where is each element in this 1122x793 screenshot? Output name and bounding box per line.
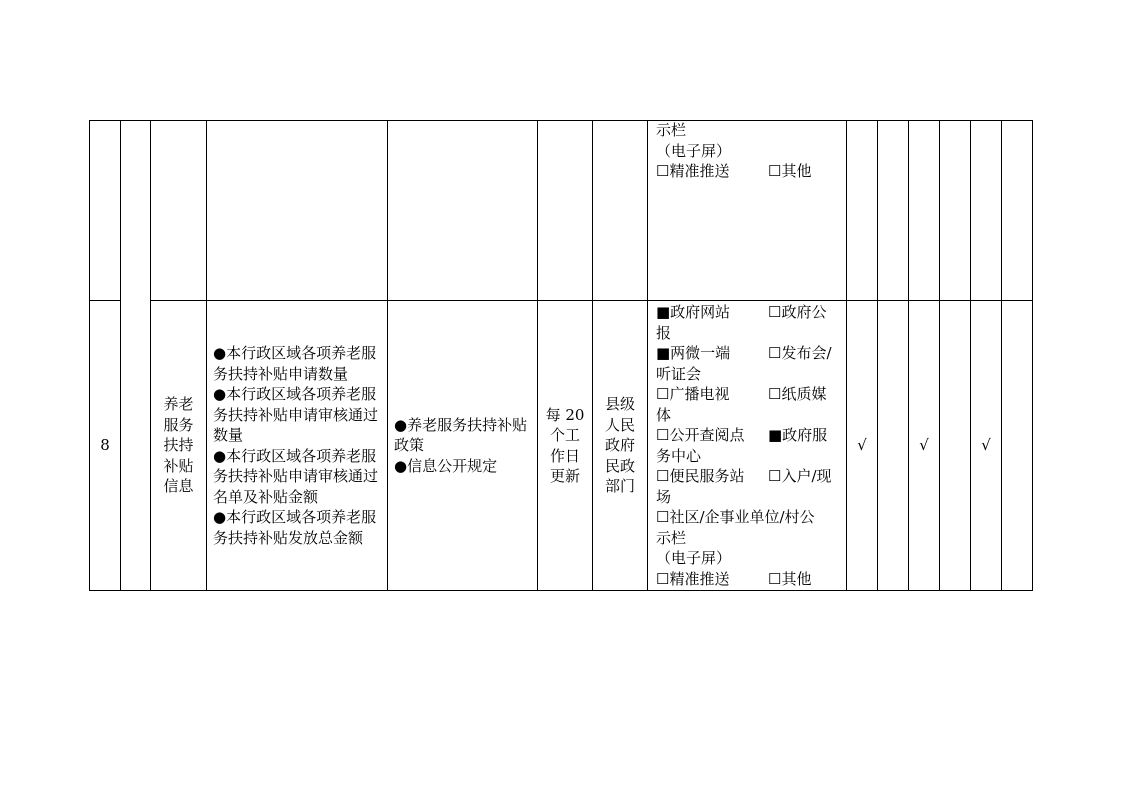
cell-content <box>207 301 388 591</box>
time-line: 个工 <box>549 426 580 444</box>
checkbox-service-station: ☐便民服务站 <box>656 467 745 485</box>
channel-option-row <box>656 569 842 590</box>
checkbox-precise-push: ☐精准推送 <box>656 162 730 180</box>
cell-channels <box>648 301 847 591</box>
mark-cell-2 <box>878 301 909 591</box>
disclosure-table <box>89 120 1033 591</box>
checkbox-precise-push: ☐精准推送 <box>656 569 730 588</box>
cell-subject-cont <box>593 121 648 301</box>
cell-number-cont <box>90 121 121 301</box>
checkbox-community-board: ☐社区/企事业单位/村公 <box>656 508 815 526</box>
mark-cell-4 <box>940 301 971 591</box>
checkbox-radio-tv: ☐广播电视 <box>656 385 730 403</box>
subject-line: 部门 <box>604 477 635 496</box>
cell-basis-cont <box>388 121 538 301</box>
checkbox-press-conference: ☐发布会/ <box>768 344 832 362</box>
cell-item-name <box>151 301 207 591</box>
cell-mark-5-cont <box>971 121 1002 301</box>
subject-line: 民政 <box>604 456 635 475</box>
checkbox-other: ☐其他 <box>768 569 812 588</box>
time-line: 更新 <box>549 467 580 485</box>
mark-cell-3: √ <box>909 301 940 591</box>
subject-line: 政府 <box>604 436 635 455</box>
table-row-continuation <box>90 121 1033 301</box>
checkbox-door-to-door: ☐入户/现 <box>768 467 832 485</box>
cell-mark-3-cont <box>909 121 940 301</box>
channel-option-row <box>656 343 842 364</box>
channel-option-row <box>656 466 842 487</box>
content-item: ●本行政区域各项养老服务扶持补贴申请数量 <box>213 344 377 383</box>
checkbox-gov-service-center: ■政府服 <box>768 426 828 444</box>
cell-number: 8 <box>90 301 121 591</box>
cell-time-cont <box>538 121 593 301</box>
content-item: ●本行政区域各项养老服务扶持补贴发放总金额 <box>213 508 377 547</box>
subject-line: 县级 <box>604 395 635 414</box>
item-name-line: 服务 <box>163 415 194 434</box>
table-row <box>90 301 1033 591</box>
checkbox-wechat-weibo-app: ■两微一端 <box>656 344 731 362</box>
basis-item: ●养老服务扶持补贴政策 <box>394 415 528 455</box>
mark-cell-1: √ <box>847 301 878 591</box>
cell-mark-1-cont <box>847 121 878 301</box>
checkbox-gov-website: ■政府网站 <box>656 303 731 321</box>
channel-option-row <box>656 302 842 323</box>
cell-channel-cont <box>648 121 847 301</box>
checkbox-other: ☐其他 <box>768 162 812 180</box>
item-name-line: 补贴 <box>163 456 194 475</box>
time-line: 每 20 <box>545 405 585 424</box>
checkbox-public-reading-point: ☐公开查阅点 <box>656 426 745 444</box>
channel-option-row <box>656 161 842 182</box>
channel-cont-text: 听证会 <box>656 364 702 383</box>
basis-item: ●信息公开规定 <box>394 456 498 475</box>
content-item: ●本行政区域各项养老服务扶持补贴申请审核通过数量 <box>213 385 379 444</box>
channel-line: （电子屏） <box>656 141 732 160</box>
mark-cell-6 <box>1002 301 1033 591</box>
cell-item-cont <box>151 121 207 301</box>
channel-cont-text: 务中心 <box>656 446 702 465</box>
item-name-line: 信息 <box>163 477 194 496</box>
cell-category-merged <box>121 121 151 591</box>
cell-mark-6-cont <box>1002 121 1033 301</box>
mark-cell-5: √ <box>971 301 1002 591</box>
cell-mark-2-cont <box>878 121 909 301</box>
cell-mark-4-cont <box>940 121 971 301</box>
channel-line: （电子屏） <box>656 549 732 567</box>
time-line: 作日 <box>549 446 580 465</box>
channel-option-row <box>656 425 842 446</box>
channel-line: 示栏 <box>656 121 687 139</box>
content-item: ●本行政区域各项养老服务扶持补贴申请审核通过名单及补贴金额 <box>213 446 379 506</box>
cell-basis <box>388 301 538 591</box>
subject-line: 人民 <box>604 415 635 434</box>
cell-subject <box>593 301 648 591</box>
checkbox-gov-gazette: ☐政府公 <box>768 303 827 321</box>
item-name-line: 扶持 <box>163 436 194 455</box>
checkbox-print-media: ☐纸质媒 <box>768 385 827 403</box>
cell-time-limit <box>538 301 593 591</box>
channel-cont-text: 示栏 <box>656 528 687 547</box>
cell-content-cont <box>207 121 388 301</box>
channel-cont-text: 场 <box>656 487 672 506</box>
item-name-line: 养老 <box>163 395 194 414</box>
channel-cont-text: 报 <box>656 323 672 342</box>
channel-cont-text: 体 <box>656 405 672 424</box>
channel-option-row <box>656 384 842 405</box>
